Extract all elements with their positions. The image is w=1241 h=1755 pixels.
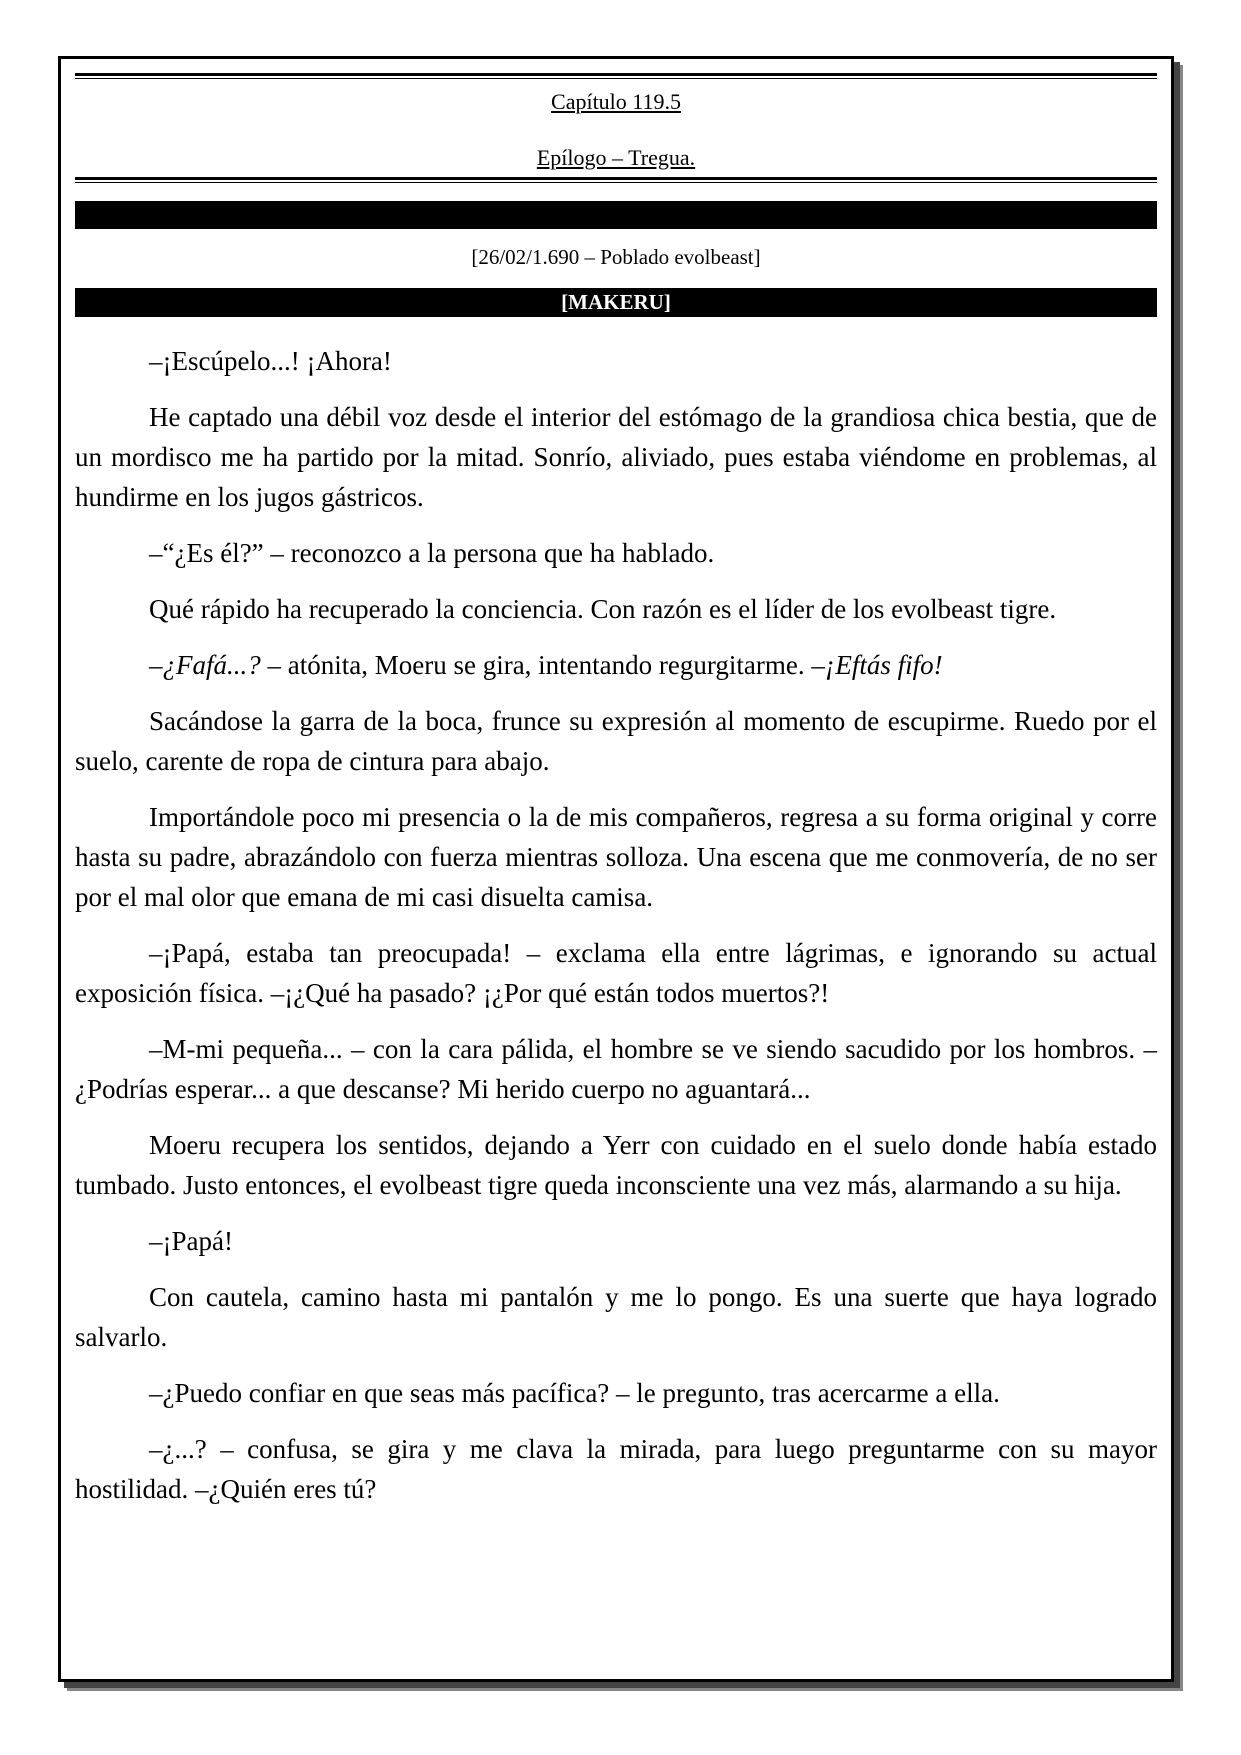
chapter-body — [75, 341, 1157, 1525]
paragraph: –¡Papá! — [149, 1226, 233, 1256]
dialogue-italic: ¡Eftás fifo! — [824, 650, 943, 680]
paragraph: –M-mi pequeña... – con la cara pálida, el hombre se ve siendo sacudido por los hombros. –¿Podrías esperar... a que descanse? Mi herido cuerpo no aguantará... — [75, 1034, 1157, 1104]
chapter-subtitle: Epílogo – Tregua. — [536, 145, 696, 170]
separator-bar — [75, 201, 1157, 229]
paragraph: Sacándose la garra de la boca, frunce su expresión al momento de escupirme. Ruedo por el suelo, carente de ropa de cintura para abajo. — [75, 706, 1157, 776]
paragraph: –¿...? – confusa, se gira y me clava la mirada, para luego preguntarme con su mayor hostilidad. –¿Quién eres tú? — [75, 1434, 1157, 1504]
dialogue-italic: –¿Fafá...? — [149, 650, 261, 680]
paragraph: Importándole poco mi presencia o la de mis compañeros, regresa a su forma original y corre hasta su padre, abrazándolo con fuerza mientras solloza. Una escena que me conmovería, de no ser por el mal olor que emana de mi casi disuelta camisa. — [75, 802, 1157, 912]
paragraph: –¡Escúpelo...! ¡Ahora! — [149, 346, 392, 376]
narration: – atónita, Moeru se gira, intentando regurgitarme. – — [260, 650, 825, 680]
paragraph: –¡Papá, estaba tan preocupada! – exclama ella entre lágrimas, e ignorando su actual exposición física. –¡¿Qué ha pasado? ¡¿Por qué están todos muertos?! — [75, 938, 1157, 1008]
paragraph: –¿Puedo confiar en que seas más pacífica? – le pregunto, tras acercarme a ella. — [149, 1378, 1000, 1408]
scene-date: [26/02/1.690 – Poblado evolbeast] — [471, 245, 761, 269]
paragraph: Moeru recupera los sentidos, dejando a Yerr con cuidado en el suelo donde había estado tumbado. Justo entonces, el evolbeast tigre queda inconsciente una vez más, alarmando a su hija. — [75, 1130, 1157, 1200]
top-double-rule — [75, 73, 1157, 79]
page-frame — [58, 56, 1174, 1682]
paragraph — [75, 645, 1157, 685]
paragraph: –“¿Es él?” – reconozco a la persona que ha hablado. — [149, 538, 715, 568]
pov-label: [MAKERU] — [75, 288, 1157, 317]
paragraph: He captado una débil voz desde el interior del estómago de la grandiosa chica bestia, que de un mordisco me ha partido por la mitad. Sonrío, aliviado, pues estaba viéndome en problemas, al hundirme en los jugos gástricos. — [75, 402, 1157, 512]
paragraph: Con cautela, camino hasta mi pantalón y me lo pongo. Es una suerte que haya logrado salvarlo. — [75, 1282, 1157, 1352]
header-double-rule — [75, 177, 1157, 183]
paragraph: Qué rápido ha recuperado la conciencia. Con razón es el líder de los evolbeast tigre. — [149, 594, 1057, 624]
chapter-title: Capítulo 119.5 — [551, 89, 681, 114]
